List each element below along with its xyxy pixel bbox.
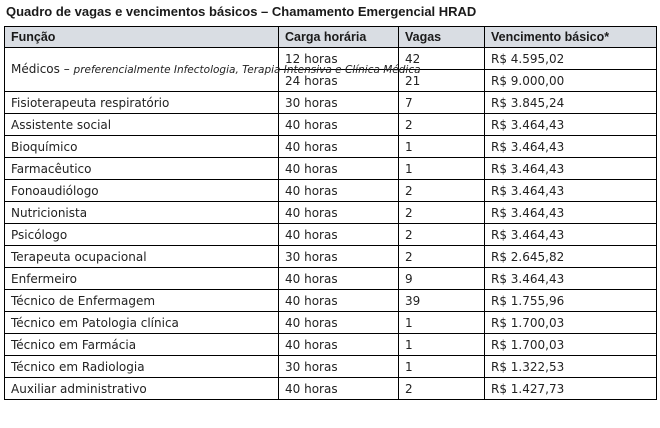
cell-funcao: Fisioterapeuta respiratório bbox=[5, 92, 279, 114]
cell-vagas: 2 bbox=[399, 202, 485, 224]
cell-vagas: 21 bbox=[399, 70, 485, 92]
cell-vagas: 1 bbox=[399, 136, 485, 158]
cell-vagas: 39 bbox=[399, 290, 485, 312]
table-row bbox=[5, 290, 657, 312]
cell-carga: 24 horas bbox=[279, 70, 399, 92]
cell-funcao: Técnico em Patologia clínica bbox=[5, 312, 279, 334]
cell-vagas: 2 bbox=[399, 378, 485, 400]
cell-vagas: 1 bbox=[399, 334, 485, 356]
cell-vagas: 1 bbox=[399, 312, 485, 334]
cell-funcao: Técnico em Farmácia bbox=[5, 334, 279, 356]
cell-vencimento: R$ 1.755,96 bbox=[485, 290, 657, 312]
table-row bbox=[5, 158, 657, 180]
cell-vencimento: R$ 3.464,43 bbox=[485, 180, 657, 202]
table-row bbox=[5, 114, 657, 136]
cell-vagas: 2 bbox=[399, 246, 485, 268]
header-vencimento-basico: Vencimento básico* bbox=[485, 27, 657, 48]
cell-vagas: 42 bbox=[399, 48, 485, 70]
header-carga-horaria: Carga horária bbox=[279, 27, 399, 48]
vacancies-table bbox=[4, 26, 657, 400]
cell-carga: 40 horas bbox=[279, 290, 399, 312]
table-row bbox=[5, 378, 657, 400]
cell-vencimento: R$ 3.464,43 bbox=[485, 224, 657, 246]
cell-funcao: Técnico em Radiologia bbox=[5, 356, 279, 378]
cell-funcao: Farmacêutico bbox=[5, 158, 279, 180]
cell-funcao: Psicólogo bbox=[5, 224, 279, 246]
cell-vencimento: R$ 3.464,43 bbox=[485, 136, 657, 158]
cell-vencimento: R$ 3.464,43 bbox=[485, 268, 657, 290]
cell-vagas: 2 bbox=[399, 180, 485, 202]
table-row bbox=[5, 48, 657, 70]
cell-vagas: 7 bbox=[399, 92, 485, 114]
cell-funcao: Técnico de Enfermagem bbox=[5, 290, 279, 312]
cell-carga: 30 horas bbox=[279, 246, 399, 268]
cell-vagas: 9 bbox=[399, 268, 485, 290]
table-row bbox=[5, 180, 657, 202]
cell-funcao: Fonoaudiólogo bbox=[5, 180, 279, 202]
cell-funcao: Enfermeiro bbox=[5, 268, 279, 290]
cell-vencimento: R$ 4.595,02 bbox=[485, 48, 657, 70]
table-row bbox=[5, 268, 657, 290]
cell-vencimento: R$ 2.645,82 bbox=[485, 246, 657, 268]
cell-carga: 40 horas bbox=[279, 114, 399, 136]
cell-carga: 30 horas bbox=[279, 92, 399, 114]
cell-vencimento: R$ 3.464,43 bbox=[485, 114, 657, 136]
medicos-note: preferencialmente Infectologia, Terapia Intensiva e Clínica Médica bbox=[73, 64, 421, 76]
cell-carga: 40 horas bbox=[279, 202, 399, 224]
cell-funcao: Terapeuta ocupacional bbox=[5, 246, 279, 268]
cell-vencimento: R$ 1.322,53 bbox=[485, 356, 657, 378]
table-row bbox=[5, 312, 657, 334]
cell-vagas: 2 bbox=[399, 114, 485, 136]
table-caption: Quadro de vagas e vencimentos básicos – Chamamento Emergencial HRAD bbox=[6, 4, 477, 19]
cell-funcao: Assistente social bbox=[5, 114, 279, 136]
cell-carga: 40 horas bbox=[279, 268, 399, 290]
cell-vencimento: R$ 3.464,43 bbox=[485, 158, 657, 180]
cell-carga: 40 horas bbox=[279, 136, 399, 158]
table-row bbox=[5, 334, 657, 356]
table-row bbox=[5, 224, 657, 246]
cell-carga: 40 horas bbox=[279, 180, 399, 202]
cell-vencimento: R$ 1.700,03 bbox=[485, 334, 657, 356]
cell-carga: 12 horas bbox=[279, 48, 399, 70]
cell-vagas: 1 bbox=[399, 356, 485, 378]
cell-carga: 30 horas bbox=[279, 356, 399, 378]
cell-vencimento: R$ 1.700,03 bbox=[485, 312, 657, 334]
cell-carga: 40 horas bbox=[279, 224, 399, 246]
medicos-title: Médicos – bbox=[11, 62, 70, 76]
cell-funcao: Auxiliar administrativo bbox=[5, 378, 279, 400]
table-row bbox=[5, 202, 657, 224]
cell-funcao: Nutricionista bbox=[5, 202, 279, 224]
table-row bbox=[5, 136, 657, 158]
cell-vagas: 1 bbox=[399, 158, 485, 180]
cell-vencimento: R$ 3.845,24 bbox=[485, 92, 657, 114]
cell-carga: 40 horas bbox=[279, 312, 399, 334]
table-body bbox=[5, 48, 657, 400]
table-row bbox=[5, 246, 657, 268]
cell-carga: 40 horas bbox=[279, 334, 399, 356]
cell-carga: 40 horas bbox=[279, 158, 399, 180]
table-row bbox=[5, 356, 657, 378]
header-row bbox=[5, 27, 657, 48]
cell-funcao: Bioquímico bbox=[5, 136, 279, 158]
cell-vencimento: R$ 1.427,73 bbox=[485, 378, 657, 400]
cell-vencimento: R$ 3.464,43 bbox=[485, 202, 657, 224]
header-vagas: Vagas bbox=[399, 27, 485, 48]
cell-carga: 40 horas bbox=[279, 378, 399, 400]
table-row bbox=[5, 92, 657, 114]
cell-vagas: 2 bbox=[399, 224, 485, 246]
cell-vencimento: R$ 9.000,00 bbox=[485, 70, 657, 92]
header-funcao: Função bbox=[5, 27, 279, 48]
